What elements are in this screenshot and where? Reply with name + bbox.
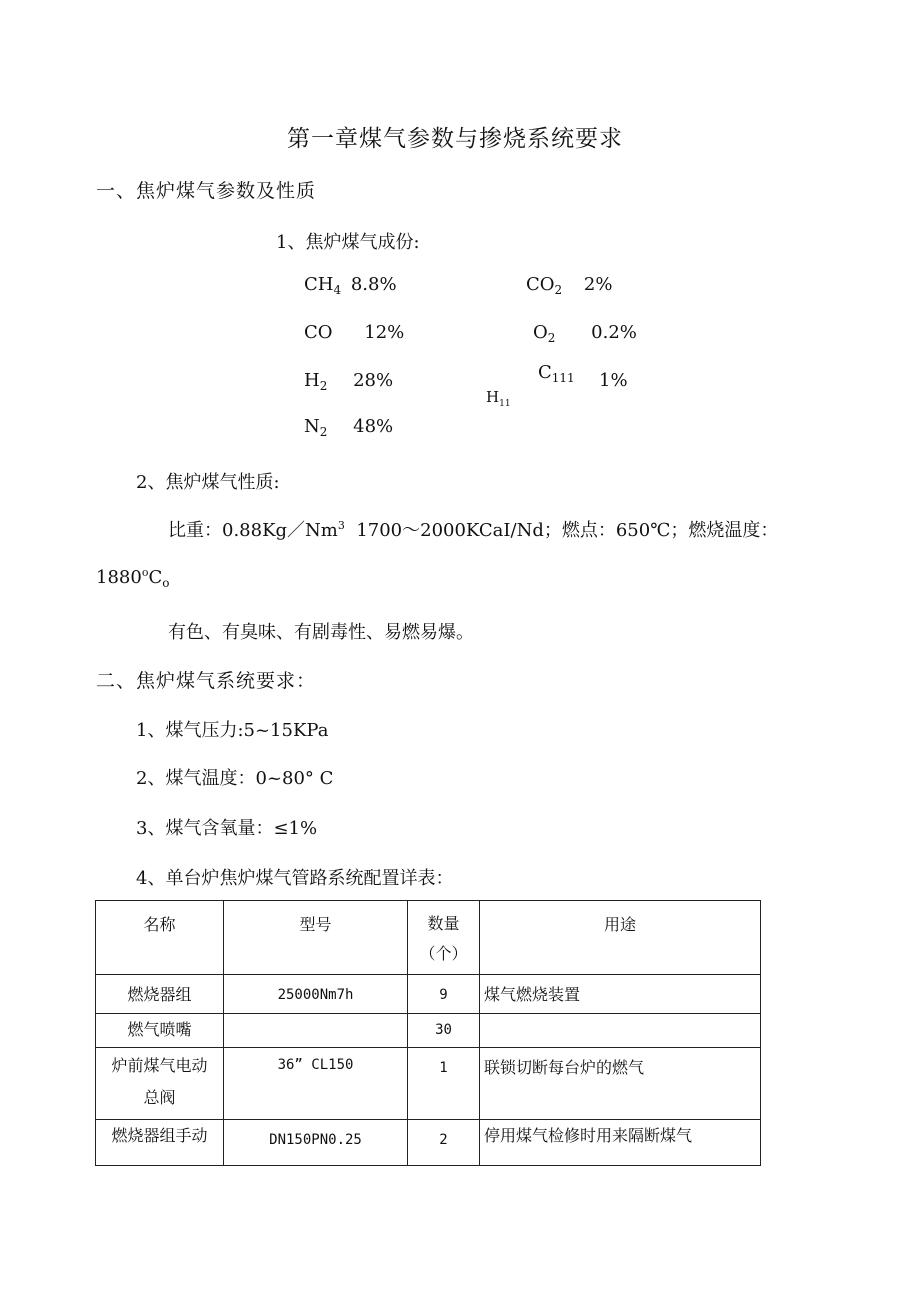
component-h2: $H_2$ 28% <box>304 370 394 393</box>
cell-model: 25000Nm7h <box>224 975 408 1014</box>
requirement-oxygen: 3、煤气含氧量：≤1% <box>136 818 318 839</box>
component-co: CO 12% <box>304 322 405 343</box>
cell-qty: 1 <box>408 1048 480 1120</box>
cell-usage <box>480 1014 761 1048</box>
properties-line-1: 比重：0.88Kg／Nm$^3$ 1700～2000KCaI/Nd；燃点：650℃；燃烧温度： <box>168 519 779 541</box>
table-caption: 4、单台炉焦炉煤气管路系统配置详表： <box>136 868 454 889</box>
cell-usage: 联锁切断每台炉的燃气 <box>480 1048 761 1120</box>
section-2-heading: 二、焦炉煤气系统要求： <box>96 670 317 692</box>
cell-name: 燃烧器组手动 <box>96 1120 224 1166</box>
cell-name: 燃烧器组 <box>96 975 224 1014</box>
cell-qty: 30 <box>408 1014 480 1048</box>
table-row <box>96 1048 761 1120</box>
cell-model: DN150PN0.25 <box>224 1120 408 1166</box>
table-row <box>96 1120 761 1166</box>
header-usage: 用途 <box>480 901 761 975</box>
table-header-row <box>96 901 761 975</box>
section-1-heading: 一、焦炉煤气参数及性质 <box>96 180 317 202</box>
requirement-temperature: 2、煤气温度：0~80° C <box>136 768 334 789</box>
header-name: 名称 <box>96 901 224 975</box>
cell-name: 炉前煤气电动 总阀 <box>96 1048 224 1120</box>
cell-usage: 停用煤气检修时用来隔断煤气 <box>480 1120 761 1166</box>
page-title: 第一章煤气参数与掺烧系统要求 <box>287 126 623 152</box>
properties-line-3: 有色、有臭味、有剧毒性、易燃易爆。 <box>168 622 474 643</box>
header-qty: 数量 （个） <box>408 901 480 975</box>
component-ch4: $CH_4$ 8.8% <box>304 274 397 297</box>
composition-heading: 1、焦炉煤气成份: <box>276 232 420 253</box>
properties-heading: 2、焦炉煤气性质: <box>136 472 280 493</box>
component-hn: $H_{11}$ <box>486 388 511 409</box>
cell-name: 燃气喷嘴 <box>96 1014 224 1048</box>
component-cm: $C_{111}$ <box>538 362 575 385</box>
component-n2: $N_2$ 48% <box>304 416 394 439</box>
component-o2: $O_2$ 0.2% <box>533 322 637 345</box>
cell-qty: 2 <box>408 1120 480 1166</box>
component-cm-value: 1% <box>599 370 628 391</box>
cell-model: 36” CL150 <box>224 1048 408 1120</box>
gas-pipeline-config-table <box>95 900 761 1166</box>
table-row <box>96 1014 761 1048</box>
table-row <box>96 975 761 1014</box>
cell-model <box>224 1014 408 1048</box>
requirement-pressure: 1、煤气压力:5~15KPa <box>136 720 329 741</box>
cell-qty: 9 <box>408 975 480 1014</box>
header-model: 型号 <box>224 901 408 975</box>
cell-usage: 煤气燃烧装置 <box>480 975 761 1014</box>
component-co2: $CO_2$ 2% <box>526 274 613 297</box>
properties-line-2: $1880^oC_o$ <box>96 566 170 590</box>
